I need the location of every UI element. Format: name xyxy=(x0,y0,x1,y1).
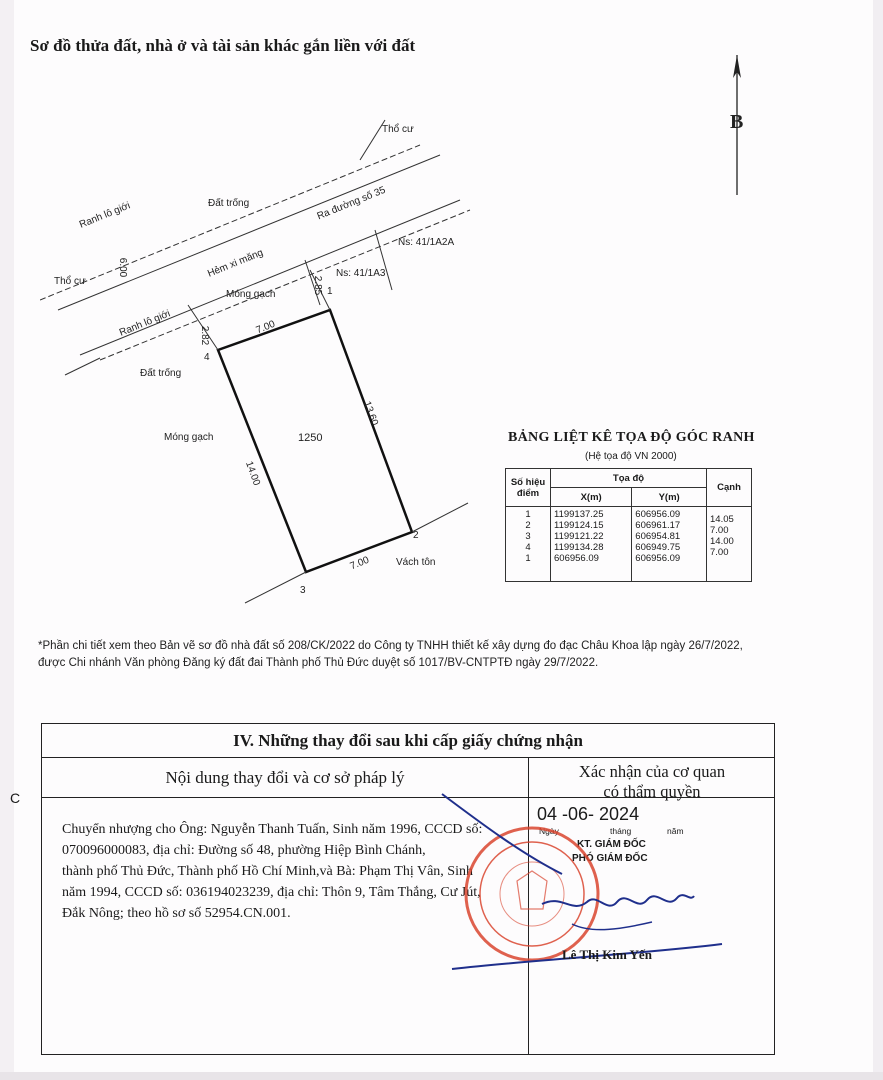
table-cell: 606949.75 xyxy=(635,542,681,553)
col-canh: Cạnh xyxy=(707,469,752,507)
edge-column xyxy=(707,507,752,582)
boundary-line-bottom xyxy=(100,210,470,360)
table-cell: 7.00 xyxy=(710,525,729,536)
label-tho-cu-left: Thổ cư xyxy=(54,276,86,287)
lot-divider-ns xyxy=(375,230,392,290)
label-dim-right: 13.60 xyxy=(361,399,380,428)
label-ns-b: Ns: 41/1A3 xyxy=(336,268,386,279)
page-edge-right xyxy=(873,0,883,1080)
corner-3: 3 xyxy=(300,585,306,596)
road-edge-top xyxy=(58,155,440,310)
table-cell: 606956.09 xyxy=(635,509,681,520)
table-cell: 606956.09 xyxy=(554,553,599,564)
point-column xyxy=(506,507,551,582)
date-label-year: năm xyxy=(667,826,684,836)
y-column xyxy=(632,507,707,582)
label-ra-duong: Ra đường số 35 xyxy=(315,184,388,223)
authority-line-1: KT. GIÁM ĐỐC xyxy=(577,839,646,850)
label-road-width: 6.00 xyxy=(117,257,129,278)
table-cell: 1199134.28 xyxy=(554,542,604,553)
authority-line-2: PHÓ GIÁM ĐỐC xyxy=(572,853,648,864)
label-setback-left: 2.82 xyxy=(199,325,211,346)
label-ranh-lo-gioi-top: Ranh lô giới xyxy=(77,200,132,231)
margin-letter: C xyxy=(10,790,21,806)
col-diem: điểm xyxy=(516,487,540,499)
page-title: Sơ đồ thửa đất, nhà ở và tài sản khác gắn liền với đất xyxy=(30,36,416,55)
table-cell: 1199124.15 xyxy=(554,520,604,531)
changes-title: IV. Những thay đổi sau khi cấp giấy chứng nhận xyxy=(42,724,774,758)
corner-1: 1 xyxy=(327,286,333,297)
signer-name: Lê Thị Kim Yến xyxy=(562,947,652,962)
date-label-day: Ngày xyxy=(539,826,559,836)
label-dat-trong-top: Đất trống xyxy=(208,198,250,209)
col-y: Y(m) xyxy=(632,488,707,507)
page-bottom-edge xyxy=(0,1072,883,1080)
label-dim-left: 14.00 xyxy=(243,459,262,488)
label-ranh-lo-gioi-bottom: Ranh lô giới xyxy=(117,308,172,339)
parcel-number: 1250 xyxy=(298,432,323,444)
col-so-hieu: Số hiệu xyxy=(510,476,546,488)
page-edge-left xyxy=(0,0,14,1080)
coord-table-title: BẢNG LIỆT KÊ TỌA ĐỘ GÓC RANH xyxy=(508,430,755,445)
col-x: X(m) xyxy=(551,488,632,507)
label-vach-ton: Vách tôn xyxy=(396,557,436,568)
change-line: năm 1994, CCCD số: 036194023239, địa chỉ: Thôn 9, Tâm Thắng, Cư Jút, xyxy=(62,885,481,900)
curb-left xyxy=(65,358,100,375)
boundary-extension-left xyxy=(245,572,306,603)
north-arrow-icon xyxy=(722,50,752,200)
label-dat-trong-left: Đất trống xyxy=(140,368,182,379)
table-cell: 7.00 xyxy=(710,547,729,558)
table-cell: 2 xyxy=(525,520,531,531)
label-mong-gach-left: Móng gạch xyxy=(164,432,214,443)
changes-section xyxy=(41,723,775,1055)
label-setback-right: 2.85 xyxy=(312,275,324,296)
table-cell: 606961.17 xyxy=(635,520,681,531)
table-cell: 4 xyxy=(525,542,531,553)
table-cell: 1 xyxy=(525,553,531,564)
boundary-extension-right xyxy=(412,503,468,532)
change-line: Chuyển nhượng cho Ông: Nguyễn Thanh Tuấn, Sinh năm 1996, CCCD số: xyxy=(62,822,483,837)
label-mong-gach-top: Móng gạch xyxy=(226,289,276,300)
footnote-line-1: *Phần chi tiết xem theo Bản vẽ sơ đồ nhà đất số 208/CK/2022 do Công ty TNHH thiết kế xây dựng đo đạc Châu Khoa lập ngày 26/7/2022, xyxy=(38,640,743,652)
date-label-month: tháng xyxy=(610,826,632,836)
change-line: Đắk Nông; theo hồ sơ số 52954.CN.001. xyxy=(62,906,291,921)
col-confirm-header-line1: Xác nhận của cơ quan xyxy=(578,762,726,781)
label-dim-top: 7.00 xyxy=(254,318,277,337)
coord-table xyxy=(505,468,752,582)
change-line: thành phố Thủ Đức, Thành phố Hồ Chí Minh,và Bà: Phạm Thị Vân, Sinh xyxy=(62,864,473,879)
label-dim-bottom: 7.00 xyxy=(348,554,371,573)
x-column xyxy=(551,507,632,582)
change-line: 070096000083, địa chỉ: Đường số 48, phường Hiệp Bình Chánh, xyxy=(62,843,426,858)
table-cell: 1199121.22 xyxy=(554,531,604,542)
table-cell: 14.05 xyxy=(710,514,734,525)
confirm-date: 04 -06- 2024 xyxy=(537,804,640,824)
col-content-header: Nội dung thay đổi và cơ sở pháp lý xyxy=(165,768,405,787)
label-ns-a: Ns: 41/1A2A xyxy=(398,237,455,248)
footnote-line-2: được Chi nhánh Văn phòng Đăng ký đất đai Thành phố Thủ Đức duyệt số 1017/BV-CNTPTĐ ngày 29/7/2022. xyxy=(38,657,599,669)
label-tho-cu-top: Thổ cư xyxy=(382,124,414,135)
corner-2: 2 xyxy=(413,530,419,541)
table-cell: 3 xyxy=(525,531,531,542)
coord-table-subtitle: (Hệ tọa độ VN 2000) xyxy=(585,451,677,462)
label-hem-xi-mang: Hẻm xi măng xyxy=(206,247,265,280)
table-cell: 14.00 xyxy=(710,536,734,547)
table-cell: 606954.81 xyxy=(635,531,681,542)
table-cell: 1 xyxy=(525,509,531,520)
col-toa-do: Tọa độ xyxy=(551,469,707,488)
north-letter: B xyxy=(730,111,744,133)
table-cell: 606956.09 xyxy=(635,553,681,564)
parcel-map xyxy=(40,110,500,610)
corner-4: 4 xyxy=(204,352,210,363)
col-confirm-header-line2: có thẩm quyền xyxy=(603,782,701,801)
table-cell: 1199137.25 xyxy=(554,509,604,520)
